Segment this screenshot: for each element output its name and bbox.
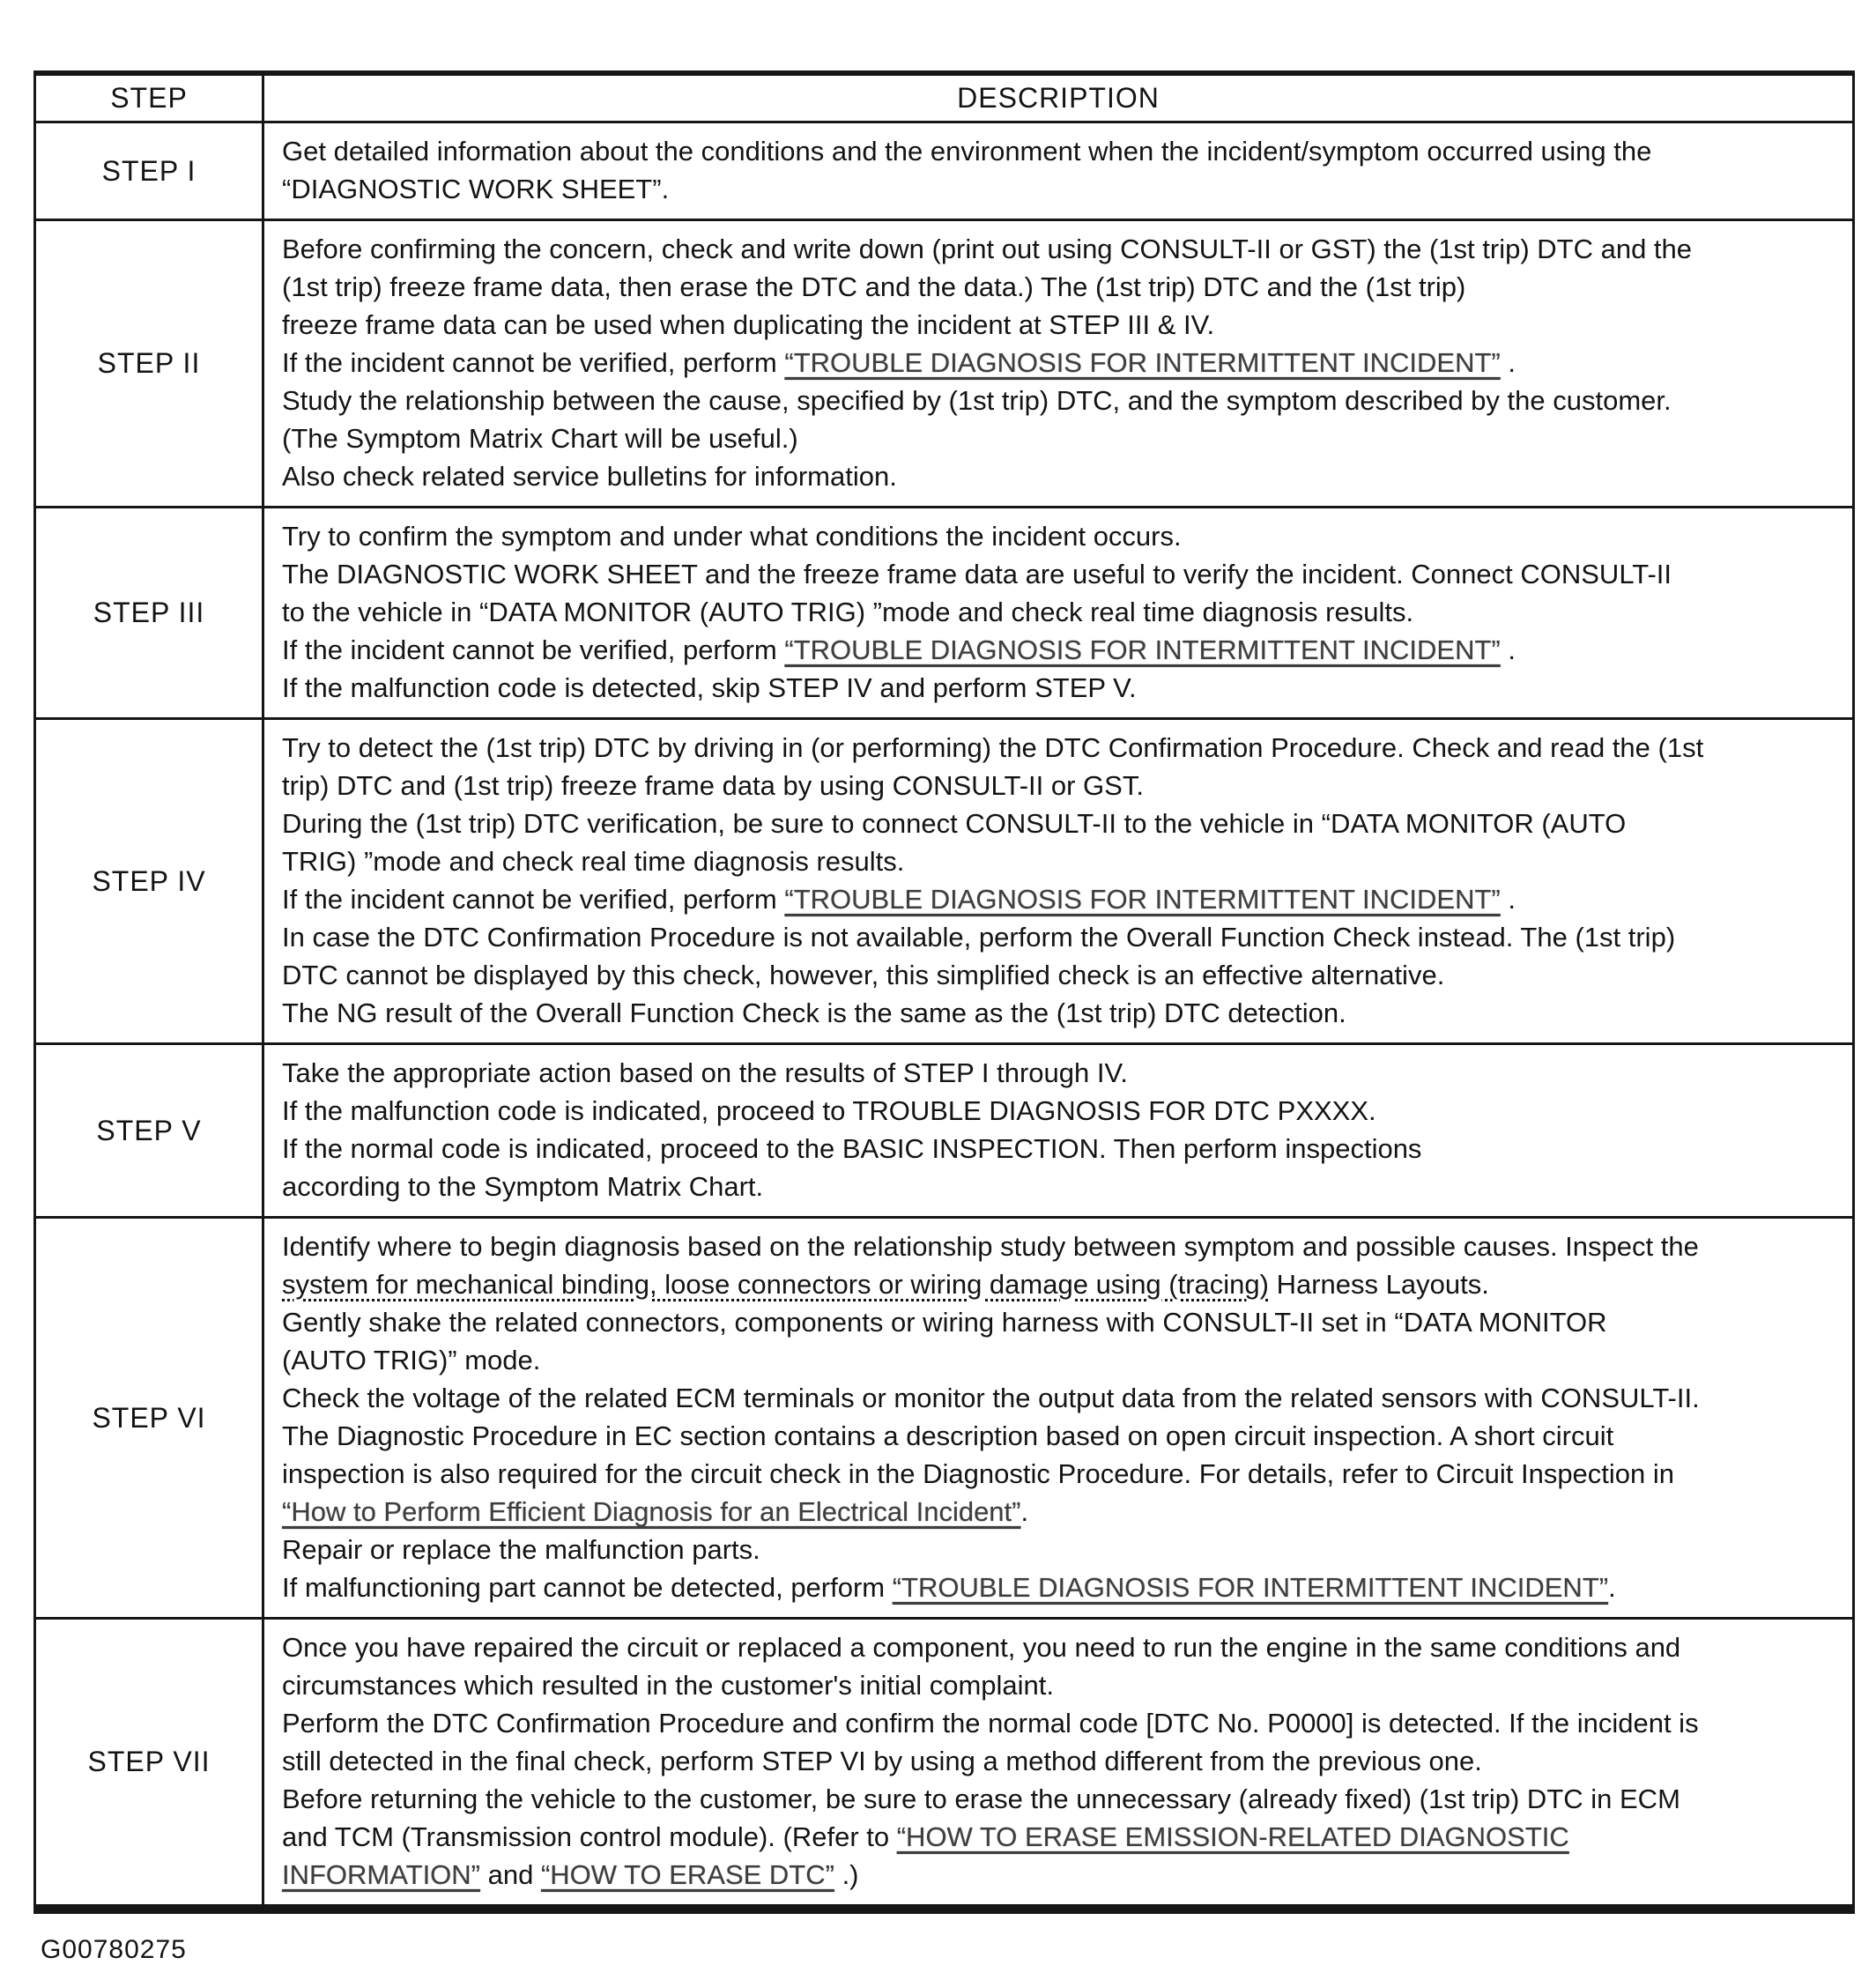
description-text: (1st trip) freeze frame data, then erase the DTC and the data.) The (1st trip) DTC and the (1st trip)	[282, 271, 1466, 302]
description-text: Study the relationship between the cause, specified by (1st trip) DTC, and the symptom described by the customer.	[282, 385, 1672, 416]
step-label: STEP III	[35, 508, 263, 719]
description-line	[282, 517, 1840, 555]
table-row	[35, 1619, 1854, 1909]
description-text: .	[1020, 1496, 1029, 1527]
description-text: .)	[834, 1859, 859, 1890]
step-label: STEP VI	[35, 1218, 263, 1619]
description-line	[282, 842, 1840, 880]
table-row	[35, 1044, 1854, 1218]
table-row	[35, 220, 1854, 508]
description-text: If the malfunction code is detected, skip STEP IV and perform STEP V.	[282, 672, 1137, 703]
description-line	[282, 170, 1840, 208]
description-text: system for mechanical binding, loose connectors or wiring damage using (tracing)	[282, 1269, 1269, 1300]
description-text: trip) DTC and (1st trip) freeze frame data by using CONSULT-II or GST.	[282, 770, 1144, 801]
description-line	[282, 555, 1840, 593]
description-text: freeze frame data can be used when duplicating the incident at STEP III & IV.	[282, 309, 1215, 340]
step-description	[263, 220, 1854, 508]
description-text: inspection is also required for the circuit check in the Diagnostic Procedure. For details, refer to Circuit Inspection in	[282, 1458, 1675, 1489]
table-row	[35, 1218, 1854, 1619]
description-text: Harness Layouts.	[1268, 1269, 1489, 1300]
description-text: Perform the DTC Confirmation Procedure and confirm the normal code [DTC No. P0000] is detected. If the incident is	[282, 1708, 1699, 1739]
step-label: STEP VII	[35, 1619, 263, 1909]
description-text: Gently shake the related connectors, components or wiring harness with CONSULT-II set in “DATA MONITOR	[282, 1307, 1607, 1338]
description-line	[282, 419, 1840, 457]
description-text: Also check related service bulletins for information.	[282, 461, 897, 492]
description-text: The DIAGNOSTIC WORK SHEET and the freeze frame data are useful to verify the incident. Connect CONSULT-II	[282, 559, 1672, 590]
description-text: If the incident cannot be verified, perform	[282, 884, 785, 915]
description-line	[282, 1628, 1840, 1666]
description-line	[282, 767, 1840, 805]
description-text: DTC cannot be displayed by this check, however, this simplified check is an effective alternative.	[282, 960, 1445, 990]
description-line	[282, 1417, 1840, 1455]
description-line	[282, 631, 1840, 669]
description-line	[282, 1666, 1840, 1704]
description-line	[282, 1856, 1840, 1894]
description-text: The Diagnostic Procedure in EC section contains a description based on open circuit inspection. A short circuit	[282, 1420, 1614, 1451]
description-line	[282, 1704, 1840, 1742]
step-label: STEP V	[35, 1044, 263, 1218]
table-row	[35, 508, 1854, 719]
description-text: .	[1608, 1572, 1616, 1603]
description-line	[282, 1092, 1840, 1130]
description-line	[282, 729, 1840, 767]
description-text: In case the DTC Confirmation Procedure is not available, perform the Overall Function Check instead. The (1st trip)	[282, 922, 1676, 953]
description-text: and TCM (Transmission control module). (Refer to	[282, 1821, 897, 1852]
step-label: STEP IV	[35, 719, 263, 1044]
description-text: If the malfunction code is indicated, proceed to TROUBLE DIAGNOSIS FOR DTC PXXXX.	[282, 1095, 1376, 1126]
step-description	[263, 1218, 1854, 1619]
description-line	[282, 344, 1840, 382]
step-label: STEP I	[35, 122, 263, 220]
description-line	[282, 669, 1840, 707]
description-line	[282, 1303, 1840, 1341]
description-line	[282, 880, 1840, 918]
description-line	[282, 994, 1840, 1032]
description-text: and	[480, 1859, 541, 1890]
description-text: .	[1500, 634, 1516, 665]
step-description	[263, 1044, 1854, 1218]
description-text: Take the appropriate action based on the results of STEP I through IV.	[282, 1057, 1128, 1088]
description-line	[282, 1168, 1840, 1205]
description-line	[282, 1455, 1840, 1493]
description-text: During the (1st trip) DTC verification, be sure to connect CONSULT-II to the vehicle in “DATA MONITOR (AUTO	[282, 808, 1627, 839]
description-text: Check the voltage of the related ECM terminals or monitor the output data from the related sensors with CONSULT-II.	[282, 1383, 1700, 1413]
description-text: circumstances which resulted in the customer's initial complaint.	[282, 1670, 1054, 1701]
reference-link[interactable]: INFORMATION”	[282, 1859, 481, 1890]
description-line	[282, 382, 1840, 419]
description-line	[282, 132, 1840, 170]
description-text: Repair or replace the malfunction parts.	[282, 1534, 760, 1565]
description-text: .	[1500, 347, 1516, 378]
description-text: “DIAGNOSTIC WORK SHEET”.	[282, 174, 670, 204]
description-text: If the normal code is indicated, proceed to the BASIC INSPECTION. Then perform inspections	[282, 1133, 1422, 1164]
description-line	[282, 1341, 1840, 1379]
description-line	[282, 268, 1840, 306]
description-text: If the incident cannot be verified, perform	[282, 347, 785, 378]
description-text: Try to detect the (1st trip) DTC by driving in (or performing) the DTC Confirmation Procedure. Check and read the (1st	[282, 732, 1704, 763]
description-line	[282, 1531, 1840, 1568]
description-line	[282, 457, 1840, 495]
description-text: Before returning the vehicle to the customer, be sure to erase the unnecessary (already fixed) (1st trip) DTC in ECM	[282, 1783, 1680, 1814]
description-text: Before confirming the concern, check and write down (print out using CONSULT-II or GST) the (1st trip) DTC and the	[282, 234, 1693, 264]
figure-id-label: G00780275	[41, 1935, 187, 1964]
description-text: (AUTO TRIG)” mode.	[282, 1345, 541, 1376]
description-line	[282, 1493, 1840, 1531]
description-line	[282, 956, 1840, 994]
description-line	[282, 306, 1840, 344]
description-line	[282, 230, 1840, 268]
reference-link[interactable]: “TROUBLE DIAGNOSIS FOR INTERMITTENT INCIDENT”	[892, 1572, 1609, 1603]
description-text: (The Symptom Matrix Chart will be useful.)	[282, 423, 798, 454]
step-description	[263, 122, 1854, 220]
step-label: STEP II	[35, 220, 263, 508]
table-body	[35, 122, 1854, 1909]
reference-link[interactable]: “TROUBLE DIAGNOSIS FOR INTERMITTENT INCIDENT”	[784, 634, 1501, 665]
description-text: to the vehicle in “DATA MONITOR (AUTO TRIG) ”mode and check real time diagnosis results.	[282, 597, 1414, 627]
description-line	[282, 1780, 1840, 1818]
description-line	[282, 918, 1840, 956]
description-line	[282, 1379, 1840, 1417]
description-text: Identify where to begin diagnosis based on the relationship study between symptom and possible causes. Inspect the	[282, 1231, 1699, 1262]
description-line	[282, 593, 1840, 631]
reference-link[interactable]: “HOW TO ERASE EMISSION-RELATED DIAGNOSTIC	[896, 1821, 1569, 1852]
description-text: according to the Symptom Matrix Chart.	[282, 1171, 764, 1202]
description-line	[282, 1227, 1840, 1265]
description-text: The NG result of the Overall Function Check is the same as the (1st trip) DTC detection.	[282, 997, 1346, 1028]
description-text: TRIG) ”mode and check real time diagnosis results.	[282, 846, 905, 877]
reference-link[interactable]: “TROUBLE DIAGNOSIS FOR INTERMITTENT INCIDENT”	[784, 347, 1501, 378]
description-line	[282, 1568, 1840, 1606]
table-row	[35, 719, 1854, 1044]
reference-link[interactable]: “HOW TO ERASE DTC”	[540, 1859, 834, 1890]
reference-link[interactable]: “TROUBLE DIAGNOSIS FOR INTERMITTENT INCIDENT”	[784, 884, 1501, 915]
description-line	[282, 1818, 1840, 1856]
diagnostic-steps-table	[33, 70, 1855, 1914]
description-line	[282, 805, 1840, 842]
table-row	[35, 122, 1854, 220]
step-description	[263, 508, 1854, 719]
description-text: still detected in the final check, perform STEP VI by using a method different from the previous one.	[282, 1746, 1482, 1776]
step-description	[263, 719, 1854, 1044]
description-text: .	[1500, 884, 1516, 915]
description-line	[282, 1054, 1840, 1092]
column-header-step: STEP	[35, 73, 263, 122]
description-text: Once you have repaired the circuit or replaced a component, you need to run the engine in the same conditions and	[282, 1632, 1681, 1663]
reference-link[interactable]: “How to Perform Efficient Diagnosis for an Electrical Incident”	[282, 1496, 1021, 1527]
description-line	[282, 1265, 1840, 1303]
description-text: If the incident cannot be verified, perform	[282, 634, 785, 665]
description-line	[282, 1742, 1840, 1780]
description-line	[282, 1130, 1840, 1168]
column-header-description: DESCRIPTION	[263, 73, 1854, 122]
table-header-row	[35, 73, 1854, 122]
description-text: Get detailed information about the conditions and the environment when the incident/symptom occurred using the	[282, 136, 1652, 167]
description-text: If malfunctioning part cannot be detected, perform	[282, 1572, 893, 1603]
step-description	[263, 1619, 1854, 1909]
description-text: Try to confirm the symptom and under what conditions the incident occurs.	[282, 521, 1182, 552]
